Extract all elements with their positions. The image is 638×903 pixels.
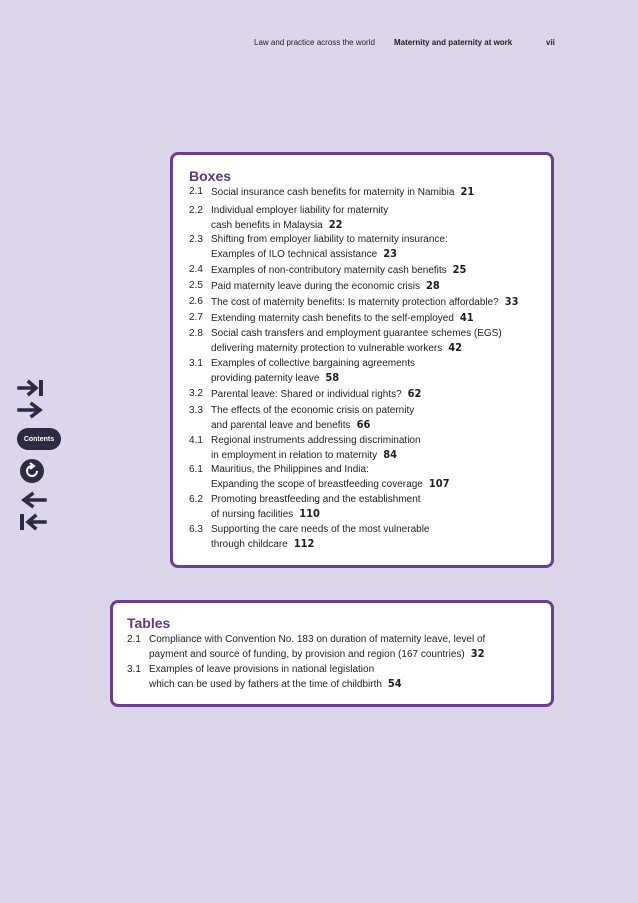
entry-line-text: The effects of the economic crisis on paternity (211, 405, 415, 416)
entry-text (211, 387, 421, 402)
entry-number: 3.3 (189, 405, 203, 416)
entry-line (149, 663, 402, 677)
entry-line-text: Supporting the care needs of the most vulnerable (211, 524, 430, 535)
entry-line (211, 463, 450, 477)
entry-line (211, 263, 466, 278)
entry-line (211, 448, 421, 463)
last-page-icon[interactable] (17, 378, 47, 398)
entry-text (211, 404, 414, 433)
entry-line-text: Paid maternity leave during the economic crisis (211, 281, 420, 292)
entry-line-text: and parental leave and benefits (211, 420, 351, 431)
entry-line-text: Examples of collective bargaining agreements (211, 358, 415, 369)
entry-line (211, 327, 502, 341)
next-page-icon[interactable] (17, 400, 47, 420)
entry-page-number[interactable]: 21 (460, 185, 475, 198)
entry-text (211, 233, 448, 262)
contents-button-label: Contents (23, 435, 55, 443)
entry-line-text: Compliance with Convention No. 183 on duration of maternity leave, level of (149, 634, 486, 645)
entry-line-text: Examples of ILO technical assistance (211, 249, 378, 260)
entry-number: 2.1 (127, 634, 141, 645)
entry-page-number[interactable]: 28 (425, 279, 440, 292)
entry-page-number[interactable]: 41 (459, 311, 474, 324)
entry-line-text: delivering maternity protection to vulnerable workers (211, 343, 443, 354)
entry-line-text: Examples of leave provisions in national legislation (149, 664, 375, 675)
entry-text (211, 463, 450, 492)
entry-number: 2.7 (189, 312, 203, 323)
entry-line (211, 311, 474, 326)
entry-number: 6.1 (189, 464, 203, 475)
entry-line-text: Social cash transfers and employment guarantee schemes (EGS) (211, 328, 502, 339)
entry-number: 2.8 (189, 328, 203, 339)
header-book-title: Law and practice across the world (254, 38, 375, 47)
entry-page-number[interactable]: 42 (448, 341, 463, 354)
entry-number: 3.1 (189, 358, 203, 369)
entry-line-text: in employment in relation to maternity (211, 450, 378, 461)
entry-line (211, 371, 415, 386)
running-header (0, 38, 638, 52)
entry-line (211, 218, 388, 233)
entry-line (211, 404, 414, 418)
entry-line-text: The cost of maternity benefits: Is maternity protection affordable? (211, 297, 499, 308)
entry-page-number[interactable]: 110 (299, 507, 320, 520)
entry-number: 2.1 (189, 186, 203, 197)
entry-line (211, 418, 414, 433)
header-section-title: Maternity and paternity at work (394, 38, 513, 47)
entry-line (211, 247, 448, 262)
entry-line-text: Examples of non-contributory maternity cash benefits (211, 265, 447, 276)
entry-text (211, 434, 421, 463)
entry-text (211, 204, 388, 233)
entry-page-number[interactable]: 62 (407, 387, 422, 400)
entry-line-text: Shifting from employer liability to maternity insurance: (211, 234, 448, 245)
page-number: vii (546, 38, 555, 47)
entry-page-number[interactable]: 107 (428, 477, 450, 490)
entry-line (211, 233, 448, 247)
entry-line (211, 204, 388, 218)
entry-page-number[interactable]: 58 (325, 371, 340, 384)
entry-page-number[interactable]: 23 (383, 247, 397, 260)
entry-line (211, 387, 421, 402)
entry-text (211, 311, 474, 326)
entry-text (149, 663, 402, 692)
entry-text (211, 523, 429, 552)
back-icon[interactable] (17, 458, 47, 484)
entry-page-number[interactable]: 66 (356, 418, 371, 431)
entry-text (149, 633, 485, 662)
entry-number: 2.2 (189, 205, 203, 216)
entry-line (211, 493, 421, 507)
entry-number: 3.2 (189, 388, 203, 399)
entry-line-text: payment and source of funding, by provision and region (167 countries) (149, 649, 465, 660)
entry-number: 6.3 (189, 524, 203, 535)
entry-text (211, 327, 502, 356)
entry-page-number[interactable]: 54 (387, 677, 402, 690)
entry-text (211, 185, 474, 200)
entry-page-number[interactable]: 84 (383, 448, 397, 461)
entry-text (211, 279, 440, 294)
entry-number: 6.2 (189, 494, 203, 505)
entry-line (149, 633, 485, 647)
entry-line-text: cash benefits in Malaysia (211, 220, 323, 231)
entry-number: 4.1 (189, 435, 203, 446)
first-page-icon[interactable] (17, 512, 47, 532)
entry-line-text: Regional instruments addressing discrimination (211, 435, 421, 446)
entry-page-number[interactable]: 32 (470, 647, 485, 660)
entry-number: 3.1 (127, 664, 141, 675)
entry-line-text: Mauritius, the Philippines and India: (211, 464, 369, 475)
entry-line (211, 477, 450, 492)
entry-line (211, 434, 421, 448)
entry-line-text: Promoting breastfeeding and the establishment (211, 494, 421, 505)
entry-page-number[interactable]: 33 (504, 295, 519, 308)
entry-text (211, 263, 466, 278)
entry-line (211, 185, 474, 200)
entry-line-text: Social insurance cash benefits for maternity in Namibia (211, 187, 455, 198)
entry-line-text: providing paternity leave (211, 373, 320, 384)
entry-line-text: Expanding the scope of breastfeeding coverage (211, 479, 423, 490)
entry-number: 2.5 (189, 280, 203, 291)
entry-page-number[interactable]: 112 (293, 537, 315, 550)
boxes-title: Boxes (189, 168, 232, 184)
entry-line (211, 357, 415, 371)
entry-line (211, 537, 429, 552)
entry-number: 2.6 (189, 296, 203, 307)
entry-text (211, 295, 519, 310)
previous-page-icon[interactable] (17, 490, 47, 510)
entry-line-text: Parental leave: Shared or individual rights? (211, 389, 402, 400)
entry-line-text: Extending maternity cash benefits to the self-employed (211, 313, 454, 324)
entry-line (211, 341, 502, 356)
entry-line-text: which can be used by fathers at the time of childbirth (149, 679, 382, 690)
contents-button[interactable] (17, 428, 61, 450)
entry-line (149, 647, 485, 662)
entry-line-text: of nursing facilities (211, 509, 294, 520)
entry-number: 2.3 (189, 234, 203, 245)
entry-line (149, 677, 402, 692)
entry-page-number[interactable]: 22 (328, 218, 343, 231)
entry-number: 2.4 (189, 264, 203, 275)
entry-line-text: Individual employer liability for maternity (211, 205, 389, 216)
entry-page-number[interactable]: 25 (452, 263, 467, 276)
entry-line (211, 507, 421, 522)
entry-text (211, 493, 421, 522)
tables-title: Tables (127, 615, 171, 631)
entry-line (211, 295, 519, 310)
entry-text (211, 357, 415, 386)
entry-line (211, 279, 440, 294)
entry-line (211, 523, 429, 537)
entry-line-text: through childcare (211, 539, 288, 550)
